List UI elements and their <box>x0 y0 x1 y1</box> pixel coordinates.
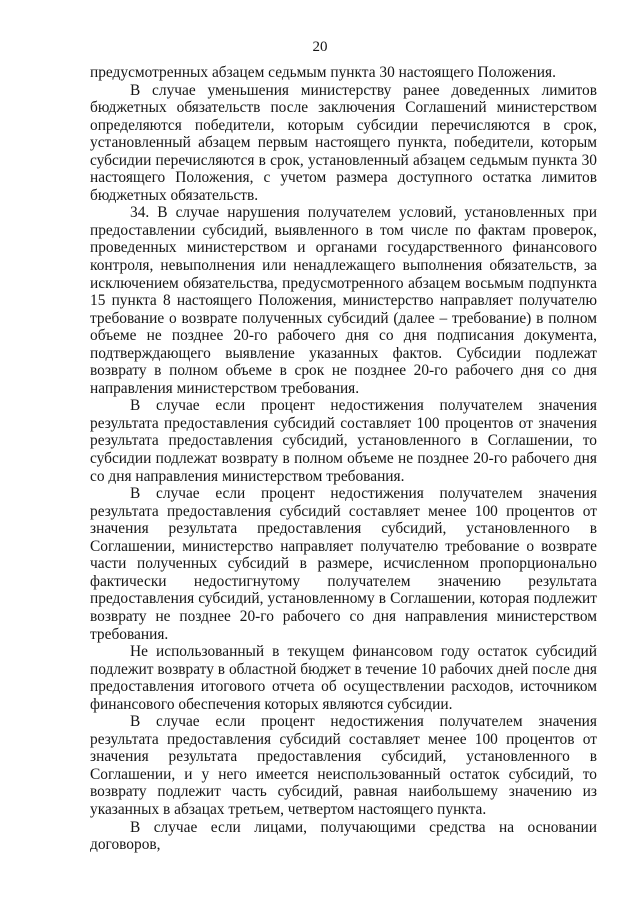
document-body <box>90 64 597 854</box>
paragraph: В случае если процент недостижения получателем значения результата предоставления субсидий составляет 100 процентов от значения результата предоставления субсидий, установленного в Соглашении, то субсидии подлежат возврату в полном объеме не позднее 20-го рабочего дня со дня направления министерством требования. <box>90 397 597 485</box>
paragraph: В случае если процент недостижения получателем значения результата предоставления субсидий составляет менее 100 процентов от значения результата предоставления субсидий, установленного в Соглашении, и у него имеется неиспользованный остаток субсидий, то возврату подлежит часть субсидий, равная наибольшему значению из указанных в абзацах третьем, четвертом настоящего пункта. <box>90 713 597 818</box>
paragraph: В случае если лицами, получающими средства на основании договоров, <box>90 818 597 854</box>
paragraph: В случае уменьшения министерству ранее доведенных лимитов бюджетных обязательств после заключения Соглашений министерством определяются победители, которым субсидии перечисляются в срок, установленный абзацем первым настоящего пункта, победители, которым субсидии перечисляются в срок, установленный абзацем седьмым пункта 30 настоящего Положения, с учетом размера доступного остатка лимитов бюджетных обязательств. <box>90 81 597 204</box>
paragraph: 34. В случае нарушения получателем условий, установленных при предоставлении субсидий, выявленного в том числе по фактам проверок, проведенных министерством и органами государственного финансового контроля, невыполнения или ненадлежащего выполнения обязательств, за исключением обязательства, предусмотренного абзацем восьмым подпункта 15 пункта 8 настоящего Положения, министерство направляет получателю требование о возврате полученных субсидий (далее – требование) в полном объеме не позднее 20-го рабочего дня со дня подписания документа, подтверждающего выявление указанных фактов. Субсидии подлежат возврату в полном объеме в срок не позднее 20-го рабочего дня со дня направления министерством требования. <box>90 204 597 397</box>
paragraph: предусмотренных абзацем седьмым пункта 30 настоящего Положения. <box>90 64 556 81</box>
paragraph: Не использованный в текущем финансовом году остаток субсидий подлежит возврату в областной бюджет в течение 10 рабочих дней после дня предоставления итогового отчета об осуществлении расходов, источником финансового обеспечения которых являются субсидии. <box>90 643 597 713</box>
page-number: 20 <box>312 39 328 55</box>
paragraph: В случае если процент недостижения получателем значения результата предоставления субсидий составляет менее 100 процентов от значения результата предоставления субсидий, установленного в Соглашении, министерство направляет получателю требование о возврате части полученных субсидий в размере, исчисленном пропорционально фактически недостигнутому получателем значению результата предоставления субсидий, установленному в Соглашении, которая подлежит возврату не позднее 20-го рабочего со дня направления министерством требования. <box>90 485 597 643</box>
